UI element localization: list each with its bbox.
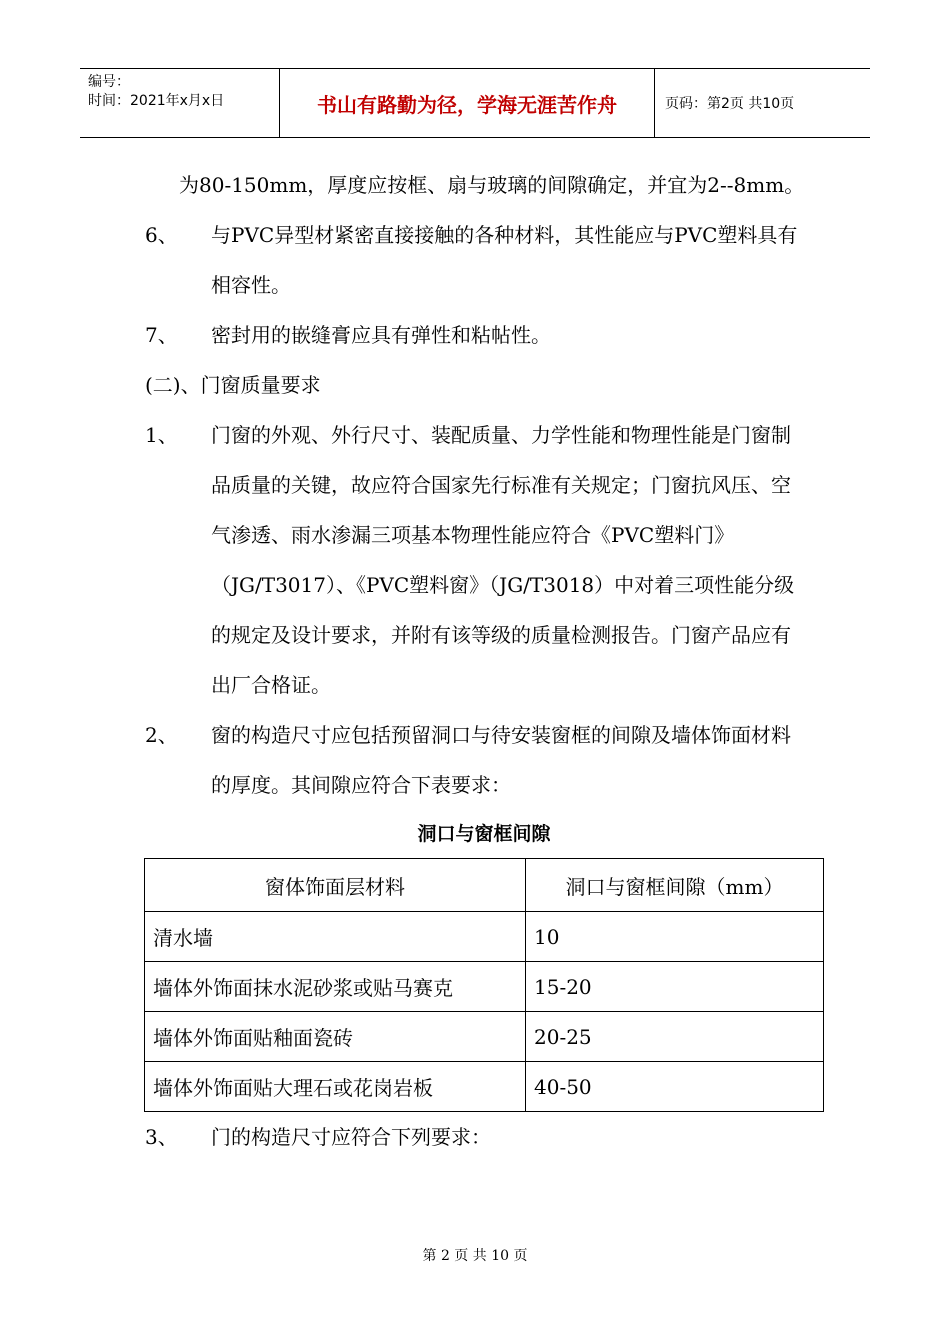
table-header-cell: 洞口与窗框间隙（mm） xyxy=(526,859,824,912)
table-cell: 10 xyxy=(526,912,824,962)
item-text: 窗的构造尺寸应包括预留洞口与待安装窗框的间隙及墙体饰面材料的厚度。其间隙应符合下表要求： xyxy=(211,723,791,797)
table-cell: 清水墙 xyxy=(145,912,526,962)
item-number: 6、 xyxy=(145,223,178,247)
item-text: 与PVC异型材紧密直接接触的各种材料，其性能应与PVC塑料具有相容性。 xyxy=(211,223,798,297)
table-cell: 墙体外饰面贴釉面瓷砖 xyxy=(145,1012,526,1062)
table-row xyxy=(145,1062,824,1112)
item-number: 7、 xyxy=(145,323,178,347)
page-footer: 第 2 页 共 10 页 xyxy=(422,1248,528,1264)
paragraph-continuation: 为80-150mm，厚度应按框、扇与玻璃的间隙确定，并宜为2--8mm。 xyxy=(179,173,805,197)
document-body xyxy=(145,160,810,1162)
item-number: 2、 xyxy=(145,723,178,747)
table-header-cell: 窗体饰面层材料 xyxy=(145,859,526,912)
list-item-1 xyxy=(145,410,810,710)
number-label: 编号： xyxy=(88,74,130,90)
table-title: 洞口与窗框间隙 xyxy=(417,823,551,845)
item-text: 门的构造尺寸应符合下列要求： xyxy=(211,1125,491,1149)
list-item-2 xyxy=(145,710,810,810)
list-item-3 xyxy=(145,1112,810,1162)
section-heading: (二)、门窗质量要求 xyxy=(145,373,321,397)
gap-table xyxy=(144,858,824,1112)
table-cell: 40-50 xyxy=(526,1062,824,1112)
table-row xyxy=(145,962,824,1012)
header-motto: 书山有路勤为径，学海无涯苦作舟 xyxy=(280,69,655,137)
list-item-6 xyxy=(145,210,810,310)
item-text: 门窗的外观、外行尺寸、装配质量、力学性能和物理性能是门窗制品质量的关键，故应符合国家先行标准有关规定；门窗抗风压、空气渗透、雨水渗漏三项基本物理性能应符合《PVC塑料门》（JG/T3017）、《PVC塑料窗》（JG/T3018）中对着三项性能分级的规定及设计要求，并附有该等级的质量检测报告。门窗产品应有出厂合格证。 xyxy=(211,423,795,697)
header-meta xyxy=(80,69,280,137)
item-text: 密封用的嵌缝膏应具有弹性和粘帖性。 xyxy=(211,323,551,347)
table-cell: 20-25 xyxy=(526,1012,824,1062)
header-page-info: 页码：第2页 共10页 xyxy=(665,96,795,112)
table-row xyxy=(145,1012,824,1062)
table-cell: 15-20 xyxy=(526,962,824,1012)
item-number: 1、 xyxy=(145,423,178,447)
table-row xyxy=(145,912,824,962)
list-item-7 xyxy=(145,310,810,360)
table-cell: 墙体外饰面抹水泥砂浆或贴马赛克 xyxy=(145,962,526,1012)
table-header-row xyxy=(145,859,824,912)
time-label: 时间：2021年x月x日 xyxy=(88,93,225,109)
page-header xyxy=(80,68,870,138)
item-number: 3、 xyxy=(145,1125,178,1149)
table-cell: 墙体外饰面贴大理石或花岗岩板 xyxy=(145,1062,526,1112)
